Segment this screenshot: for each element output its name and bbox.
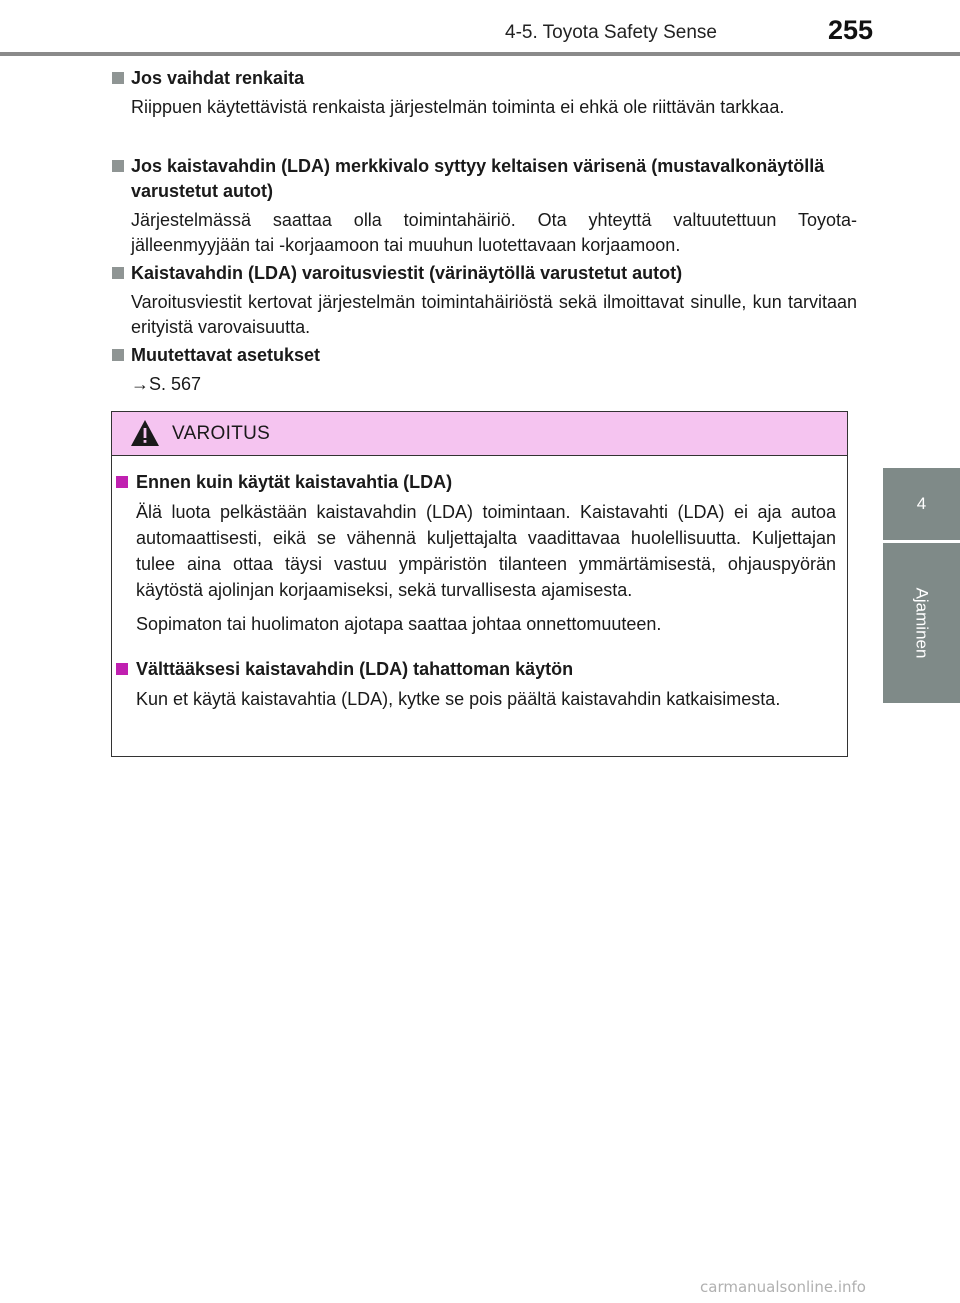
page-number: 255 [828,15,874,45]
chapter-side-tab [883,468,960,703]
section-indicator [112,154,857,258]
section-heading: Muutettavat asetukset [112,343,857,368]
warning-item-body [116,686,836,712]
warning-triangle-icon [130,419,160,447]
warning-item-heading: Ennen kuin käytät kaistavahtia (LDA) [116,470,836,495]
section-heading: Kaistavahdin (LDA) varoitusviestit (värinäytöllä varustetut autot) [112,261,857,286]
section-heading: Jos kaistavahdin (LDA) merkkivalo syttyy keltaisen värisenä (mustavalkonäytöllä varustetut autot) [112,154,857,204]
warning-paragraph: Älä luota pelkästään kaistavahdin (LDA) toimintaan. Kaistavahti (LDA) ei aja autoa automaattisesti, eikä se vähennä kuljettajalta vaadittavaa huolellisuutta. Kuljettajan tulee aina ottaa täysi vastuu ympäristön tilanteen ymmärtämisestä, ohjauspyörän käytöstä ajolinjan korjaamiseksi, sekä turvallisesta ajamisesta. [136,502,836,600]
square-bullet-icon [112,349,124,361]
header-divider [0,52,960,56]
square-bullet-icon [116,476,128,488]
page-reference-link[interactable]: →S. 567 [131,374,202,394]
section-heading: Jos vaihdat renkaita [112,66,857,91]
warning-item-heading: Välttääksesi kaistavahdin (LDA) tahattoman käytön [116,657,836,682]
warning-paragraph: Kun et käytä kaistavahtia (LDA), kytke se pois päältä kaistavahdin katkaisimesta. [136,689,781,709]
section-body: Järjestelmässä saattaa olla toimintahäiriö. Ota yhteyttä valtuutettuun Toyota-jälleenmyyjään tai -korjaamoon tai muuhun luotettavaan korjaamoon. [131,210,857,255]
warning-item-before-use [116,470,836,637]
warning-paragraph: Sopimaton tai huolimaton ajotapa saattaa johtaa onnettomuuteen. [136,614,662,634]
section-settings [112,343,857,397]
chapter-number: 4 [916,494,927,513]
section-warning-messages [112,261,857,340]
square-bullet-icon [112,267,124,279]
square-bullet-icon [116,663,128,675]
chapter-label: Ajaminen [912,587,932,659]
warning-item-unintended-use [116,657,836,712]
warning-header [112,412,847,456]
footer-watermark: carmanualsonline.info [700,1278,866,1296]
warning-title: VAROITUS [172,423,271,444]
header-section-title: 4-5. Toyota Safety Sense [505,22,717,43]
section-body: Riippuen käytettävistä renkaista järjestelmän toiminta ei ehkä ole riittävän tarkkaa. [131,97,785,117]
section-tires [112,66,857,120]
chapter-label-wrap [883,543,960,703]
warning-item-body [116,499,836,637]
square-bullet-icon [112,160,124,172]
warning-box [111,411,848,757]
section-body: Varoitusviestit kertovat järjestelmän toimintahäiriöstä sekä ilmoittavat sinulle, kun tarvitaan erityistä varovaisuutta. [131,292,857,337]
square-bullet-icon [112,72,124,84]
